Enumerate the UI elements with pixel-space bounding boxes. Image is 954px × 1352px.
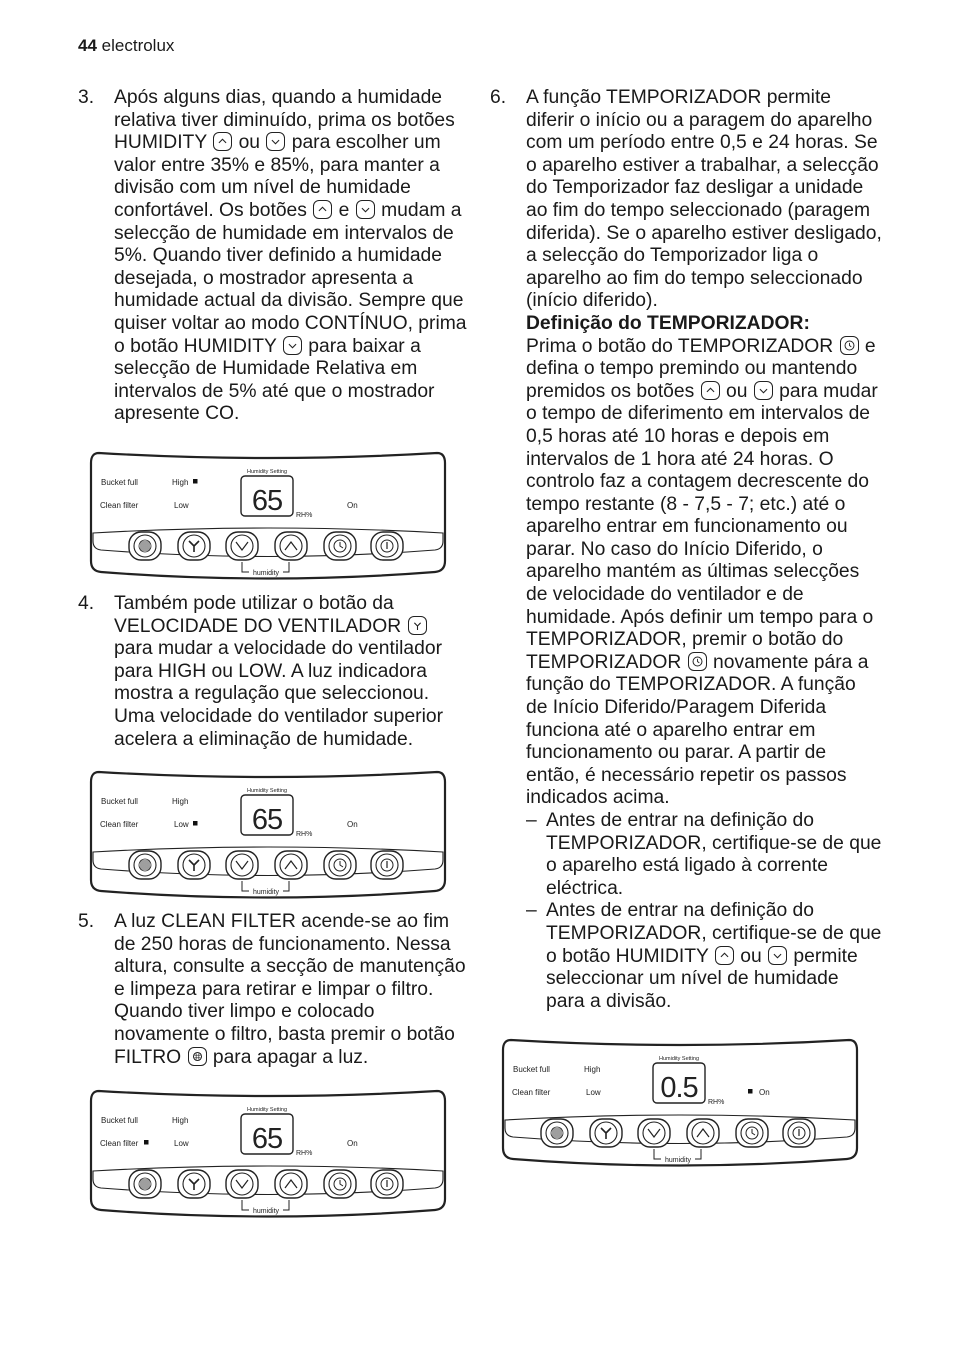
label-low: Low: [174, 1139, 189, 1148]
fan-icon: [408, 616, 427, 635]
label-on: On: [347, 1139, 358, 1148]
text-run: e defina o tempo premindo ou mantendo premidos os botões: [526, 335, 876, 402]
left-column: [78, 87, 468, 426]
text-run: ou: [740, 945, 762, 967]
indicator-light: [193, 821, 198, 826]
text-run: para escolher um valor entre 35% e 85%, para manter a divisão com um nível de humidade confortável. Os botões: [114, 132, 441, 221]
page-number: 44: [78, 36, 97, 55]
lcd-value: 65: [251, 485, 283, 517]
humidity-up-button[interactable]: [275, 851, 307, 879]
indicator-light: [748, 1089, 753, 1094]
humidity-up-button[interactable]: [687, 1119, 719, 1147]
fan-button[interactable]: [178, 1170, 210, 1198]
right-column: [490, 87, 882, 1013]
fan-button[interactable]: [178, 532, 210, 560]
text-run: para apagar a luz.: [212, 1046, 369, 1068]
filter-button[interactable]: [129, 851, 161, 879]
label-bucket-full: Bucket full: [101, 1116, 138, 1125]
item-text: [526, 336, 882, 810]
text-run: e: [338, 199, 350, 221]
label-humidity: humidity: [664, 1157, 692, 1164]
label-rh: RH%: [296, 512, 313, 519]
bullet-item: [526, 900, 882, 1013]
chevron-down-icon: [754, 381, 773, 400]
bullet-dash: –: [526, 810, 537, 831]
chevron-up-icon: [701, 381, 720, 400]
control-panel-illustration: [89, 770, 447, 900]
chevron-up-icon: [313, 200, 332, 219]
label-bucket-full: Bucket full: [101, 478, 138, 487]
bullet-item: [526, 810, 882, 900]
power-button[interactable]: [371, 851, 403, 879]
humidity-down-button[interactable]: [226, 1170, 258, 1198]
list-item-4: [78, 593, 468, 751]
item-number: 3.: [78, 87, 95, 108]
lcd-value: 65: [251, 1123, 283, 1155]
filter-icon: [188, 1047, 207, 1066]
text-run: A luz CLEAN FILTER acende-se ao fim de 250 horas de funcionamento. Nessa altura, consulte a secção de manutenção e limpeza para retirar e limpar o filtro. Quando tiver limpo e colocado novamente o filtro, basta premir o botão FILTRO: [114, 911, 466, 1068]
left-column-part3: [78, 911, 468, 1069]
control-panel-illustration: [89, 451, 447, 581]
label-clean-filter: Clean filter: [100, 820, 139, 829]
label-humidity: humidity: [252, 889, 280, 896]
power-button[interactable]: [371, 1170, 403, 1198]
text-run: A função TEMPORIZADOR permite diferir o início ou a paragem do aparelho com um período entre 0,5 e 24 horas. Se o aparelho estiver a trabalhar, a selecção do Temporizador faz desligar a unidade ao fim do tempo seleccionado (paragem diferida). Se o aparelho estiver desligado, a selecção do Temporizador liga o aparelho ao fim do tempo seleccionado (início diferido).: [526, 87, 882, 312]
timer-button[interactable]: [324, 532, 356, 560]
label-on: On: [759, 1088, 770, 1097]
chevron-down-icon: [266, 132, 285, 151]
label-high: High: [172, 1116, 189, 1125]
text-run: para mudar o tempo de diferimento em intervalos de 0,5 horas até 10 horas e depois em intervalos de 1 hora até 24 horas. O controlo faz a contagem decrescente do tempo restante (8 - 7,5 - 7; etc.) até o aparelho entrar em funcionamento ou parar. No caso do Início Diferido, o aparelho mantém as últimas selecções de velocidade do ventilador e de humidade. Após definir um tempo para o TEMPORIZADOR, premir o botão do TEMPORIZADOR: [526, 380, 878, 673]
chevron-up-icon: [715, 946, 734, 965]
label-high: High: [584, 1065, 601, 1074]
text-run: Antes de entrar na definição do TEMPORIZADOR, certifique-se de que o aparelho está ligado à corrente eléctrica.: [546, 810, 882, 899]
label-low: Low: [174, 820, 189, 829]
item-number: 5.: [78, 911, 95, 932]
item-number: 6.: [490, 87, 507, 108]
text-run: para baixar a selecção de Humidade Relativa em intervalos de 5% até que o mostrador apresente CO.: [114, 335, 435, 425]
chevron-down-icon: [356, 200, 375, 219]
chevron-down-icon: [768, 946, 787, 965]
page-header: [78, 36, 174, 56]
label-humidity-setting: Humidity Setting: [247, 1107, 288, 1113]
list-item-3: [78, 87, 468, 426]
label-low: Low: [586, 1088, 601, 1097]
lcd-value: 65: [251, 804, 283, 836]
control-panel-illustration: [89, 1089, 447, 1219]
power-button[interactable]: [371, 532, 403, 560]
filter-button[interactable]: [541, 1119, 573, 1147]
control-panel-illustration: [501, 1038, 859, 1168]
label-high: High: [172, 478, 189, 487]
label-clean-filter: Clean filter: [100, 501, 139, 510]
humidity-down-button[interactable]: [226, 532, 258, 560]
filter-icon: [551, 1127, 563, 1139]
timer-icon: [688, 652, 707, 671]
label-low: Low: [174, 501, 189, 510]
label-rh: RH%: [296, 831, 313, 838]
label-bucket-full: Bucket full: [513, 1065, 550, 1074]
chevron-up-icon: [213, 132, 232, 151]
filter-icon: [139, 540, 151, 552]
timer-button[interactable]: [736, 1119, 768, 1147]
indicator-light: [144, 1140, 149, 1145]
text-run: ou: [238, 132, 261, 154]
filter-icon: [139, 859, 151, 871]
label-humidity-setting: Humidity Setting: [659, 1056, 700, 1062]
text-run: permite seleccionar um nível de humidade para a divisão.: [546, 945, 858, 1012]
brand-name: electrolux: [101, 36, 175, 55]
text-run: Antes de entrar na definição do TEMPORIZADOR, certifique-se de que o botão HUMIDITY: [546, 900, 882, 967]
text-run: mudam a selecção de humidade em intervalos de 5%. Quando tiver definido a humidade desejada, o mostrador apresenta a humidade actual da divisão. Sempre que quiser voltar ao modo CONTÍNUO, prima o botão HUMIDITY: [114, 199, 467, 357]
timer-button[interactable]: [324, 851, 356, 879]
label-rh: RH%: [296, 1150, 313, 1157]
power-button[interactable]: [783, 1119, 815, 1147]
item-text: [114, 87, 468, 426]
item-number: 4.: [78, 593, 95, 614]
label-on: On: [347, 501, 358, 510]
control-panel-svg: [501, 1038, 859, 1168]
control-panel-svg: [89, 451, 447, 581]
humidity-up-button[interactable]: [275, 1170, 307, 1198]
timer-button[interactable]: [324, 1170, 356, 1198]
chevron-down-icon: [283, 336, 302, 355]
text-run: Após alguns dias, quando a humidade relativa tiver diminuído, prima os botões HUMIDITY: [114, 87, 455, 154]
label-on: On: [347, 820, 358, 829]
text-run: para mudar a velocidade do ventilador para HIGH ou LOW. A luz indicadora mostra a regulação que seleccionou. Uma velocidade do ventilador superior acelera a eliminação de humidade.: [114, 638, 444, 750]
item-text: [114, 593, 468, 751]
list-item-6: [490, 87, 882, 1013]
label-bucket-full: Bucket full: [101, 797, 138, 806]
bullet-dash: –: [526, 900, 537, 922]
label-clean-filter: Clean filter: [100, 1139, 139, 1148]
humidity-up-button[interactable]: [275, 532, 307, 560]
text-run: Prima o botão do TEMPORIZADOR: [526, 335, 834, 357]
section-subheading: Definição do TEMPORIZADOR:: [526, 312, 810, 334]
timer-icon: [840, 336, 859, 355]
text-run: ou: [726, 380, 748, 402]
lcd-value: 0.5: [660, 1072, 698, 1104]
fan-button[interactable]: [590, 1119, 622, 1147]
filter-icon: [139, 1178, 151, 1190]
fan-button[interactable]: [178, 851, 210, 879]
item-text: [114, 911, 468, 1069]
label-humidity-setting: Humidity Setting: [247, 469, 288, 475]
list-item-5: [78, 911, 468, 1069]
label-humidity-setting: Humidity Setting: [247, 788, 288, 794]
humidity-down-button[interactable]: [638, 1119, 670, 1147]
text-run: Também pode utilizar o botão da VELOCIDADE DO VENTILADOR: [114, 593, 402, 637]
label-humidity: humidity: [252, 1208, 280, 1215]
item-text: [526, 87, 882, 313]
label-high: High: [172, 797, 189, 806]
control-panel-svg: [89, 1089, 447, 1219]
label-humidity: humidity: [252, 570, 280, 577]
humidity-down-button[interactable]: [226, 851, 258, 879]
control-panel-svg: [89, 770, 447, 900]
indicator-light: [193, 479, 198, 484]
filter-button[interactable]: [129, 1170, 161, 1198]
left-column-part2: [78, 593, 468, 751]
text-run: novamente pára a função do TEMPORIZADOR. A função de Início Diferido/Paragem Diferida funciona até o aparelho entrar em funcionamento ou parar. A partir de então, é necessário repetir os passos indicados acima.: [526, 651, 869, 809]
filter-button[interactable]: [129, 532, 161, 560]
label-clean-filter: Clean filter: [512, 1088, 551, 1097]
label-rh: RH%: [708, 1099, 725, 1106]
